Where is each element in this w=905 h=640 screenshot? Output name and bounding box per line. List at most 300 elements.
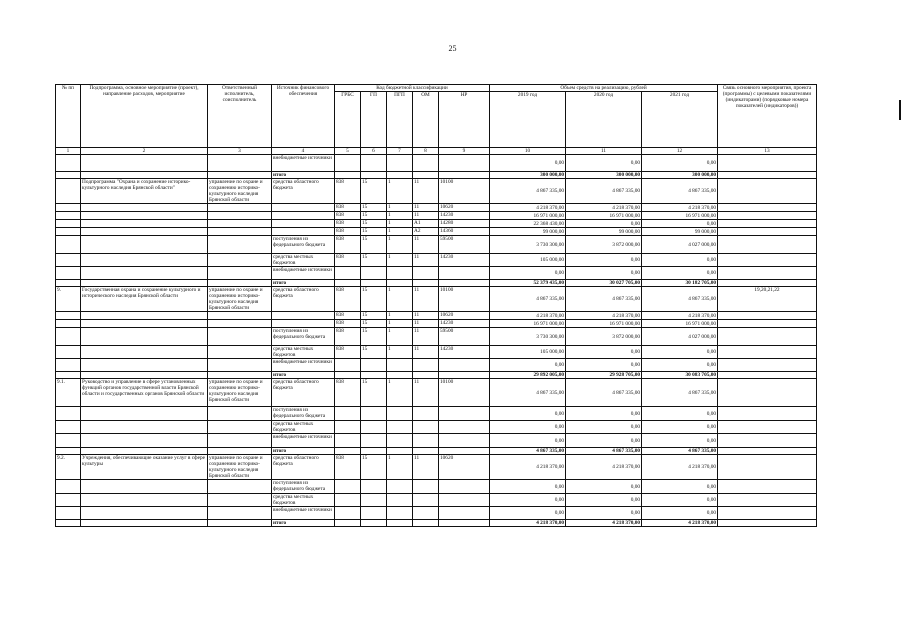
col-number: 11 (566, 148, 642, 155)
row-source: внебюджетные источники (272, 359, 335, 372)
cell-2021: 4 867 335,00 (642, 379, 718, 407)
table-row (56, 172, 817, 179)
cell-2020: 0,00 (566, 346, 642, 359)
cell-2019: 4 867 335,00 (490, 448, 566, 455)
table-row (56, 204, 817, 212)
cell-grbs (335, 494, 361, 507)
row-executor (208, 346, 272, 359)
cell-om (413, 494, 439, 507)
row-name (81, 421, 208, 434)
cell-gp (361, 280, 387, 287)
cell-link: 19,20,21,22 (718, 287, 817, 312)
cell-2021: 0,00 (642, 346, 718, 359)
cell-2019: 0,00 (490, 155, 566, 172)
row-name (81, 359, 208, 372)
cell-nr (439, 434, 490, 448)
cell-link (718, 507, 817, 520)
row-executor: управление по охране и сохранению историко-культурного наследия Брянской области (208, 379, 272, 407)
cell-gp: 15 (361, 179, 387, 204)
table-row (56, 421, 817, 434)
header-amount-group: Объем средств на реализацию, рублей (490, 85, 718, 92)
row-executor (208, 520, 272, 527)
table-row (56, 359, 817, 372)
row-source: поступления из федерального бюджета (272, 407, 335, 421)
table-row (56, 480, 817, 494)
cell-pgp: 1 (387, 287, 413, 312)
cell-link (718, 254, 817, 267)
cell-pgp: 1 (387, 228, 413, 236)
cell-link (718, 228, 817, 236)
cell-gp: 15 (361, 212, 387, 220)
cell-2021: 4 027 000,00 (642, 236, 718, 254)
row-name (81, 434, 208, 448)
row-number (56, 220, 81, 228)
cell-link (718, 359, 817, 372)
row-number (56, 520, 81, 527)
cell-2020: 0,00 (566, 267, 642, 280)
cell-2021: 0,00 (642, 359, 718, 372)
table-row (56, 448, 817, 455)
cell-grbs (335, 155, 361, 172)
row-source: средства областного бюджета (272, 179, 335, 204)
cell-nr: 14360 (439, 228, 490, 236)
cell-2020: 0,00 (566, 494, 642, 507)
cell-2020: 0,00 (566, 421, 642, 434)
col-number: 9 (439, 148, 490, 155)
header-gp: ГП (361, 92, 387, 148)
cell-link (718, 155, 817, 172)
cell-2020: 4 867 335,00 (566, 287, 642, 312)
col-number: 4 (272, 148, 335, 155)
cell-2020: 0,00 (566, 407, 642, 421)
cell-grbs (335, 507, 361, 520)
cell-gp: 15 (361, 254, 387, 267)
cell-grbs: 838 (335, 287, 361, 312)
row-source: поступления из федерального бюджета (272, 328, 335, 346)
cell-om: 11 (413, 379, 439, 407)
cell-2020: 0,00 (566, 220, 642, 228)
cell-pgp: 1 (387, 220, 413, 228)
table-row (56, 379, 817, 407)
cell-2021: 0,00 (642, 220, 718, 228)
cell-gp (361, 267, 387, 280)
cell-2019: 4 218 370,00 (490, 204, 566, 212)
cell-2021: 16 971 000,00 (642, 212, 718, 220)
row-name (81, 228, 208, 236)
row-executor (208, 328, 272, 346)
row-source: внебюджетные источники (272, 267, 335, 280)
cell-2019: 4 218 370,00 (490, 312, 566, 320)
cell-2021: 4 218 370,00 (642, 520, 718, 527)
cell-nr (439, 372, 490, 379)
cell-pgp (387, 434, 413, 448)
cell-grbs (335, 407, 361, 421)
cell-pgp: 1 (387, 328, 413, 346)
cell-pgp: 1 (387, 346, 413, 359)
row-executor (208, 507, 272, 520)
cell-grbs (335, 267, 361, 280)
cell-link (718, 346, 817, 359)
cell-grbs (335, 434, 361, 448)
cell-gp (361, 480, 387, 494)
cell-om (413, 434, 439, 448)
cell-2021: 4 027 000,00 (642, 328, 718, 346)
cell-gp (361, 434, 387, 448)
cell-link (718, 312, 817, 320)
row-number (56, 179, 81, 204)
row-name (81, 204, 208, 212)
col-number: 12 (642, 148, 718, 155)
row-executor: управление по охране и сохранению историко-культурного наследия Брянской области (208, 287, 272, 312)
cell-om: 11 (413, 320, 439, 328)
cell-2021: 0,00 (642, 480, 718, 494)
table-row (56, 179, 817, 204)
cell-2019: 4 218 370,00 (490, 520, 566, 527)
cell-link (718, 179, 817, 204)
cell-2019: 16 971 000,00 (490, 320, 566, 328)
row-name (81, 220, 208, 228)
header-om: ОМ (413, 92, 439, 148)
row-number: 9. (56, 287, 81, 312)
table-row (56, 328, 817, 346)
cell-grbs (335, 172, 361, 179)
cell-2020: 0,00 (566, 155, 642, 172)
cell-2019: 0,00 (490, 480, 566, 494)
cell-grbs: 838 (335, 346, 361, 359)
cell-2020: 0,00 (566, 507, 642, 520)
row-source (272, 312, 335, 320)
cell-om: A1 (413, 220, 439, 228)
cell-2021: 30 083 705,00 (642, 372, 718, 379)
cell-gp (361, 372, 387, 379)
cell-om: 11 (413, 179, 439, 204)
cell-2019: 0,00 (490, 421, 566, 434)
cell-grbs: 838 (335, 328, 361, 346)
cell-gp (361, 359, 387, 372)
cell-gp (361, 448, 387, 455)
row-source (272, 204, 335, 212)
cell-gp: 15 (361, 236, 387, 254)
cell-2021: 0,00 (642, 254, 718, 267)
row-executor (208, 204, 272, 212)
cell-link (718, 480, 817, 494)
cell-grbs (335, 448, 361, 455)
cell-grbs: 838 (335, 312, 361, 320)
cell-2021: 0,00 (642, 155, 718, 172)
row-source: средства местных бюджетов (272, 254, 335, 267)
cell-link (718, 379, 817, 407)
cell-2021: 99 000,00 (642, 228, 718, 236)
cell-gp: 15 (361, 287, 387, 312)
cell-2019: 4 218 370,00 (490, 455, 566, 480)
cell-2019: 3 730 300,00 (490, 236, 566, 254)
cell-om (413, 507, 439, 520)
row-number (56, 480, 81, 494)
row-executor (208, 421, 272, 434)
cell-2021: 30 182 705,00 (642, 280, 718, 287)
row-executor (208, 172, 272, 179)
row-number (56, 434, 81, 448)
row-source: итого (272, 520, 335, 527)
cell-om: 11 (413, 204, 439, 212)
cell-om (413, 421, 439, 434)
cell-nr: 14230 (439, 212, 490, 220)
row-executor (208, 434, 272, 448)
cell-2019: 105 000,00 (490, 254, 566, 267)
table-row (56, 287, 817, 312)
cell-om: 11 (413, 212, 439, 220)
table-row (56, 520, 817, 527)
column-number-row (56, 148, 817, 155)
col-number: 2 (81, 148, 208, 155)
table-row (56, 312, 817, 320)
row-name (81, 407, 208, 421)
cell-gp (361, 494, 387, 507)
cell-gp: 15 (361, 204, 387, 212)
row-source: средства областного бюджета (272, 455, 335, 480)
header-grbs: ГРБС (335, 92, 361, 148)
cell-gp: 15 (361, 312, 387, 320)
header-executor: Ответственный исполнитель, соисполнитель (208, 85, 272, 148)
cell-nr (439, 448, 490, 455)
cell-2021: 0,00 (642, 507, 718, 520)
cell-gp: 15 (361, 228, 387, 236)
cell-gp: 15 (361, 379, 387, 407)
cell-om (413, 172, 439, 179)
row-source: средства областного бюджета (272, 379, 335, 407)
table-row (56, 267, 817, 280)
cell-nr: 10620 (439, 312, 490, 320)
cell-pgp (387, 359, 413, 372)
cell-2020: 29 928 705,00 (566, 372, 642, 379)
row-name (81, 346, 208, 359)
cell-2020: 3 872 000,00 (566, 328, 642, 346)
cell-link (718, 280, 817, 287)
cell-om (413, 520, 439, 527)
cell-link (718, 455, 817, 480)
row-number (56, 421, 81, 434)
cell-2020: 4 218 370,00 (566, 204, 642, 212)
cell-2019: 0,00 (490, 494, 566, 507)
row-source: средства областного бюджета (272, 287, 335, 312)
row-name (81, 507, 208, 520)
cell-pgp: 1 (387, 236, 413, 254)
cell-nr: 10620 (439, 204, 490, 212)
cell-2019: 4 867 335,00 (490, 179, 566, 204)
table-row (56, 280, 817, 287)
cell-pgp: 1 (387, 455, 413, 480)
cell-2019: 29 892 005,00 (490, 372, 566, 379)
cell-2020: 4 867 335,00 (566, 379, 642, 407)
cell-2021: 0,00 (642, 421, 718, 434)
row-name (81, 520, 208, 527)
cell-om (413, 155, 439, 172)
cell-grbs: 838 (335, 179, 361, 204)
cell-gp (361, 155, 387, 172)
cell-grbs (335, 520, 361, 527)
cell-2019: 0,00 (490, 267, 566, 280)
row-executor (208, 448, 272, 455)
row-number (56, 267, 81, 280)
cell-2021: 0,00 (642, 267, 718, 280)
cell-nr: 14280 (439, 220, 490, 228)
row-number (56, 228, 81, 236)
header-2020: 2020 год (566, 92, 642, 148)
cell-nr (439, 507, 490, 520)
row-number (56, 372, 81, 379)
cell-pgp (387, 480, 413, 494)
cell-grbs (335, 372, 361, 379)
row-name: Государственная охрана и сохранение культурного и исторического наследия Брянской области (81, 287, 208, 312)
cell-om (413, 407, 439, 421)
row-executor (208, 228, 272, 236)
cell-gp (361, 421, 387, 434)
cell-om (413, 448, 439, 455)
cell-grbs (335, 421, 361, 434)
cell-pgp: 1 (387, 379, 413, 407)
row-source (272, 320, 335, 328)
row-name (81, 267, 208, 280)
cell-pgp (387, 448, 413, 455)
cell-link (718, 212, 817, 220)
cell-gp (361, 172, 387, 179)
row-source: поступления из федерального бюджета (272, 236, 335, 254)
cell-2019: 0,00 (490, 507, 566, 520)
cell-2021: 16 971 000,00 (642, 320, 718, 328)
header-name: Подпрограмма, основное мероприятие (проект), направление расходов, мероприятие (81, 85, 208, 148)
table-row (56, 372, 817, 379)
table-header (56, 85, 817, 155)
scan-edge-mark (899, 100, 901, 120)
cell-gp (361, 507, 387, 520)
cell-2021: 0,00 (642, 434, 718, 448)
cell-2021: 0,00 (642, 494, 718, 507)
cell-pgp (387, 155, 413, 172)
cell-nr: 10100 (439, 179, 490, 204)
cell-2020: 0,00 (566, 359, 642, 372)
cell-grbs: 838 (335, 455, 361, 480)
row-name: Подпрограмма "Охрана и сохранение историко-культурного наследия Брянской области" (81, 179, 208, 204)
cell-pgp (387, 372, 413, 379)
row-number (56, 312, 81, 320)
row-name (81, 480, 208, 494)
row-source: средства местных бюджетов (272, 346, 335, 359)
row-executor (208, 359, 272, 372)
cell-2019: 4 867 335,00 (490, 379, 566, 407)
cell-link (718, 372, 817, 379)
cell-gp (361, 520, 387, 527)
row-source: итого (272, 448, 335, 455)
col-number: 1 (56, 148, 81, 155)
cell-nr: 10100 (439, 379, 490, 407)
cell-2020: 0,00 (566, 434, 642, 448)
row-executor: управление по охране и сохранению историко-культурного наследия Брянской области (208, 179, 272, 204)
cell-pgp (387, 280, 413, 287)
cell-link (718, 520, 817, 527)
cell-link (718, 267, 817, 280)
row-name (81, 328, 208, 346)
row-number (56, 204, 81, 212)
cell-2019: 0,00 (490, 407, 566, 421)
row-number (56, 328, 81, 346)
row-source: внебюджетные источники (272, 434, 335, 448)
row-source (272, 212, 335, 220)
row-number (56, 254, 81, 267)
row-name (81, 320, 208, 328)
cell-nr: 14230 (439, 254, 490, 267)
header-num: № пп (56, 85, 81, 148)
cell-2021: 4 218 370,00 (642, 204, 718, 212)
cell-gp: 15 (361, 346, 387, 359)
row-number (56, 280, 81, 287)
cell-om: 11 (413, 254, 439, 267)
cell-2019: 4 867 335,00 (490, 287, 566, 312)
cell-2021: 4 867 335,00 (642, 448, 718, 455)
page-number: 25 (448, 44, 457, 53)
cell-pgp (387, 172, 413, 179)
row-number (56, 494, 81, 507)
cell-2020: 4 218 370,00 (566, 455, 642, 480)
cell-grbs: 838 (335, 204, 361, 212)
cell-pgp (387, 267, 413, 280)
header-link: Связь основного мероприятия, проекта (программы) с целевыми показателями (индикаторами) (порядковые номера показателей (индикаторов)) (718, 85, 817, 148)
cell-gp: 15 (361, 220, 387, 228)
row-source: итого (272, 280, 335, 287)
cell-2019: 0,00 (490, 359, 566, 372)
row-number (56, 320, 81, 328)
header-code-group: Код бюджетной классификации (335, 85, 490, 92)
cell-nr (439, 480, 490, 494)
table-row (56, 220, 817, 228)
row-name (81, 494, 208, 507)
cell-pgp (387, 421, 413, 434)
row-source: внебюджетные источники (272, 155, 335, 172)
cell-gp: 15 (361, 328, 387, 346)
cell-nr: 10620 (439, 455, 490, 480)
cell-pgp: 1 (387, 204, 413, 212)
cell-2020: 0,00 (566, 254, 642, 267)
table-row (56, 155, 817, 172)
table-row (56, 320, 817, 328)
row-name (81, 236, 208, 254)
cell-2020: 4 867 335,00 (566, 448, 642, 455)
cell-om: 11 (413, 346, 439, 359)
row-name (81, 155, 208, 172)
cell-2021: 4 867 335,00 (642, 179, 718, 204)
row-executor (208, 220, 272, 228)
cell-2020: 3 872 000,00 (566, 236, 642, 254)
col-number: 6 (361, 148, 387, 155)
cell-om: 11 (413, 236, 439, 254)
row-number (56, 507, 81, 520)
cell-pgp (387, 520, 413, 527)
cell-grbs: 838 (335, 212, 361, 220)
cell-link (718, 407, 817, 421)
cell-2020: 16 971 000,00 (566, 212, 642, 220)
cell-nr: 59500 (439, 328, 490, 346)
cell-nr (439, 520, 490, 527)
table-row (56, 434, 817, 448)
cell-pgp (387, 407, 413, 421)
col-number: 10 (490, 148, 566, 155)
table-row (56, 212, 817, 220)
budget-table (55, 84, 817, 527)
cell-2020: 4 867 335,00 (566, 179, 642, 204)
row-number (56, 359, 81, 372)
cell-2020: 99 000,00 (566, 228, 642, 236)
row-executor (208, 267, 272, 280)
cell-om: 11 (413, 328, 439, 346)
